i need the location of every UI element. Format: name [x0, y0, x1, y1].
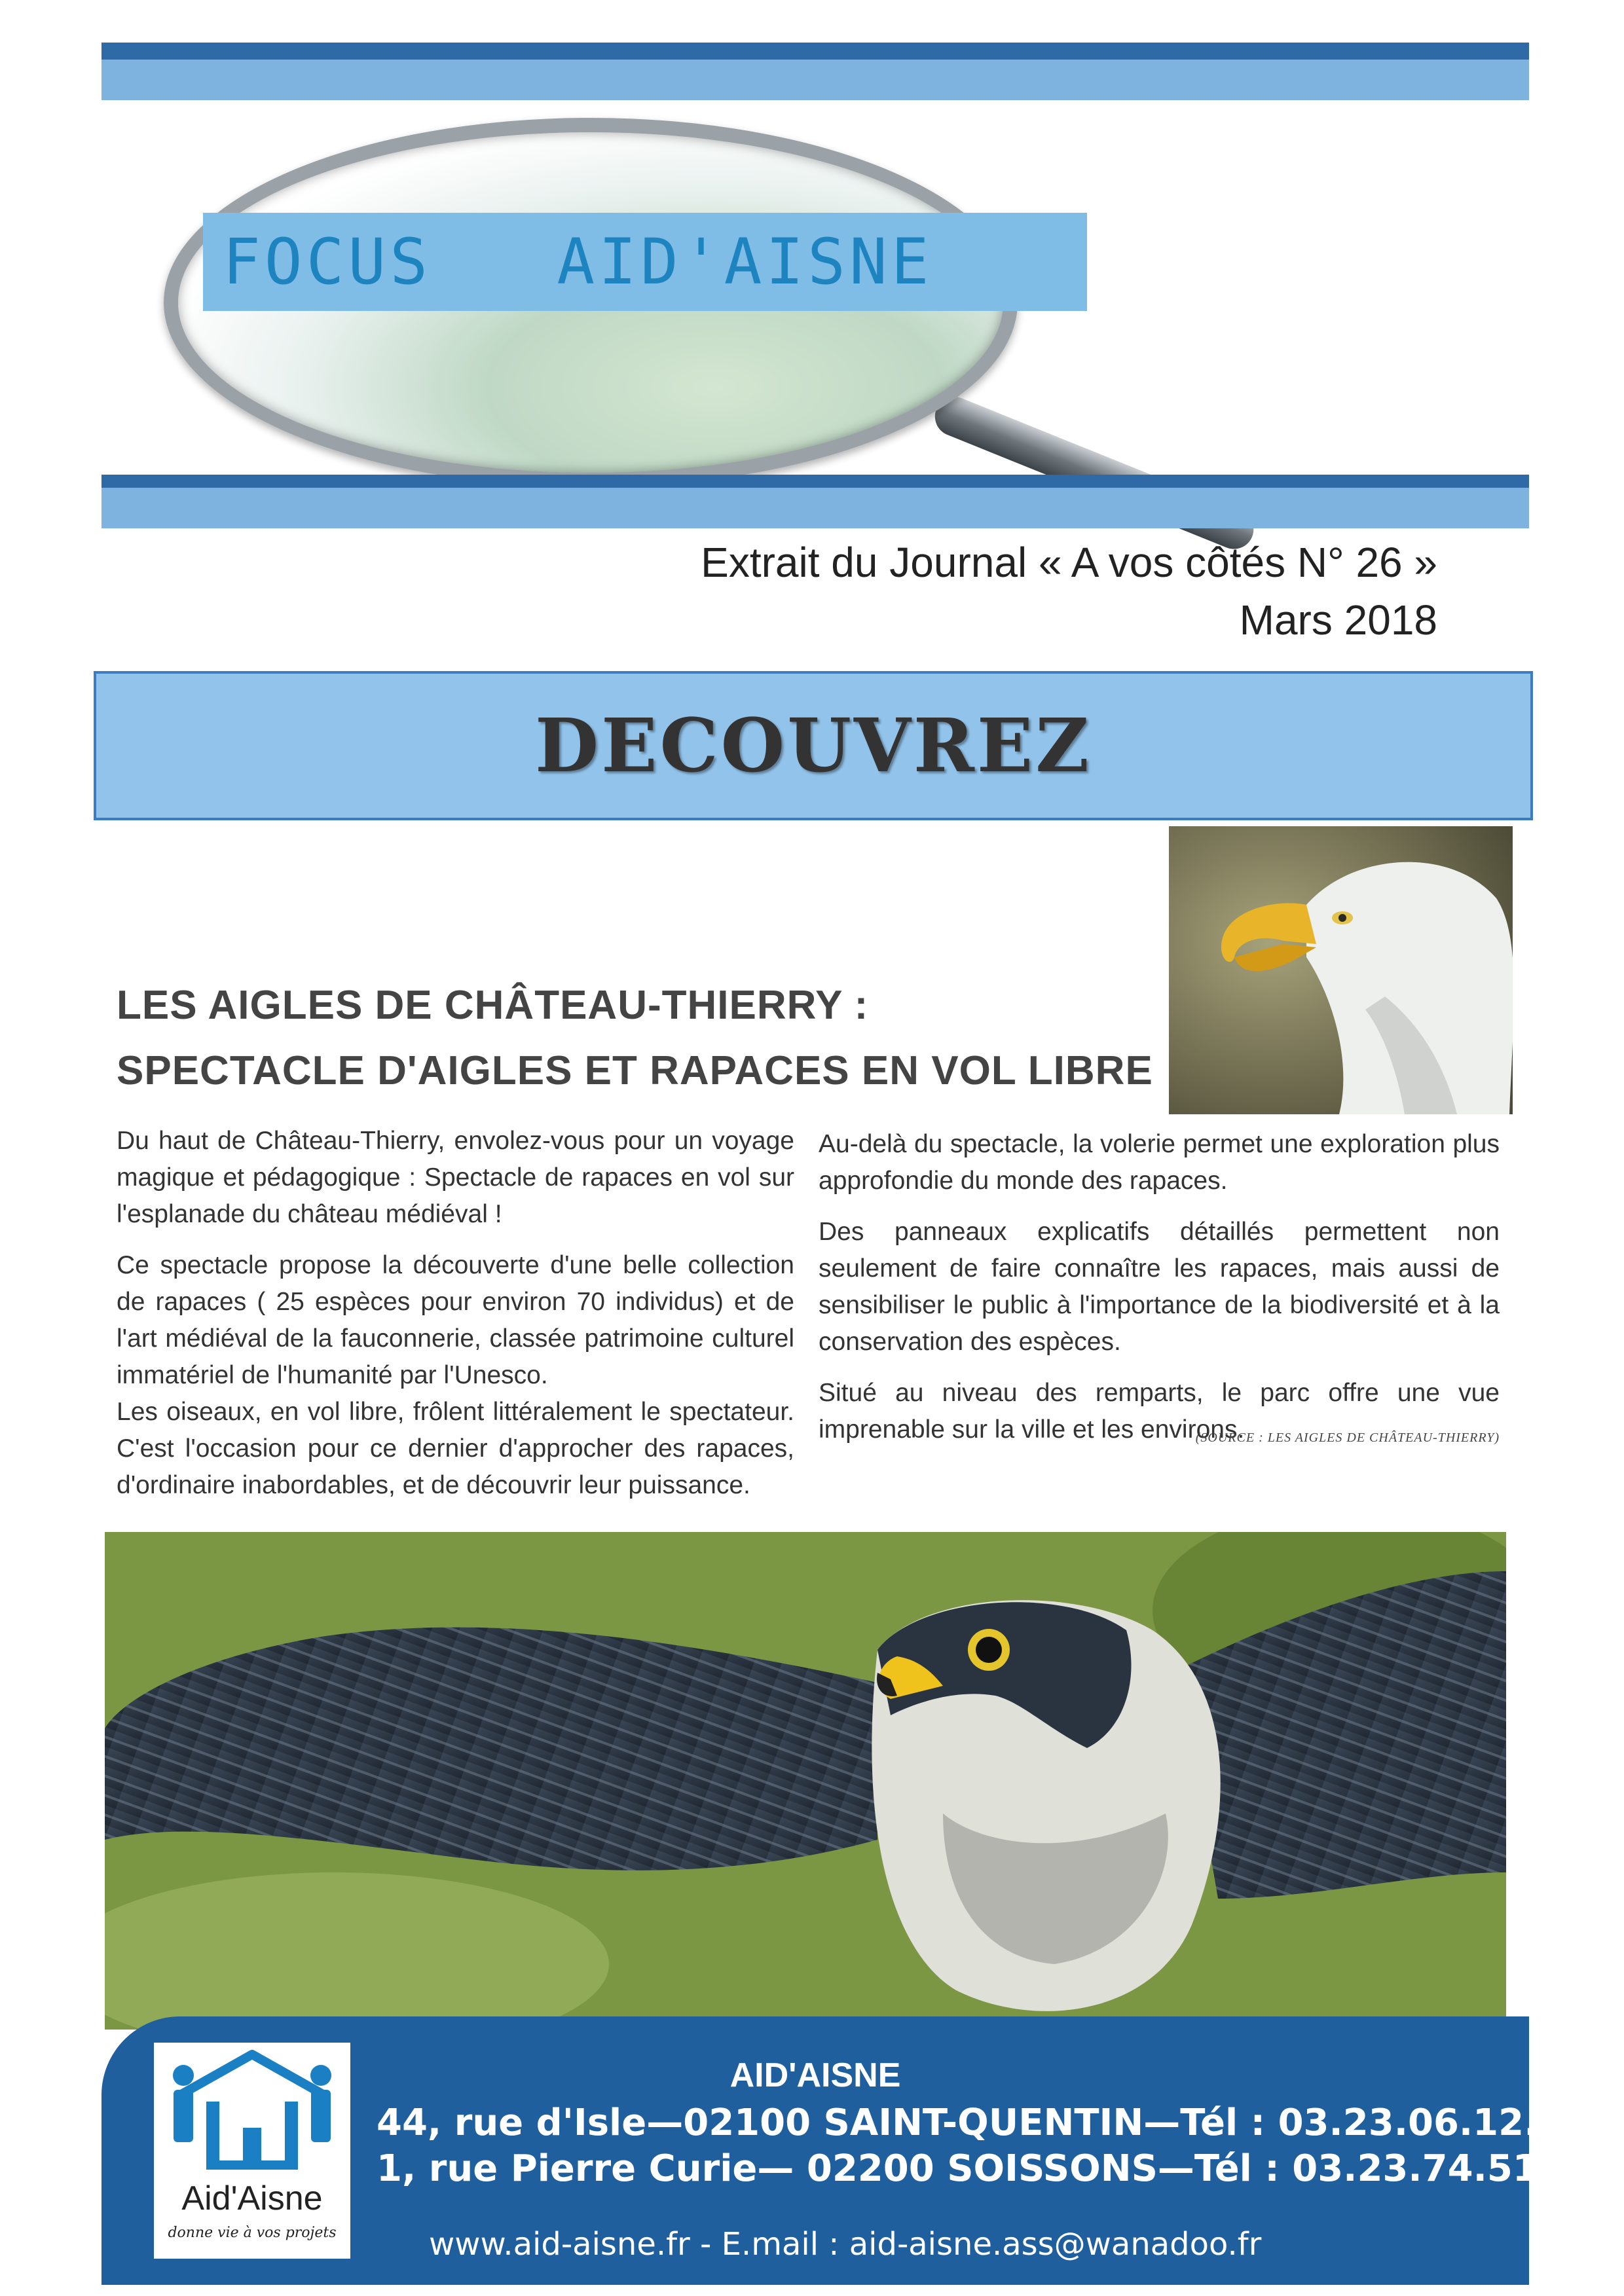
section-banner — [94, 671, 1533, 820]
article-paragraph: Situé au niveau des remparts, le parc offre une vue imprenable sur la ville et les environs. — [819, 1379, 1500, 1444]
article-column-left — [117, 1123, 794, 1518]
section-title: DECOUVREZ — [535, 702, 1092, 789]
journal-extract-line: Extrait du Journal « A vos côtés N° 26 » — [701, 539, 1437, 586]
footer-address-soissons: 1, rue Pierre Curie— 02200 SOISSONS—Tél : 03.23.74.51.50 — [377, 2147, 1603, 2190]
falcon-photo — [105, 1532, 1506, 2030]
article-source: (SOURCE : LES AIGLES DE CHÂTEAU-THIERRY) — [1195, 1430, 1500, 1445]
footer-contact-line[interactable]: www.aid-aisne.fr - E.mail : aid-aisne.ass@wanadoo.fr — [429, 2226, 1262, 2263]
logo-name: Aid'Aisne — [181, 2179, 323, 2217]
footer-org-name: AID'AISNE — [729, 2056, 901, 2094]
journal-reference — [701, 534, 1437, 649]
journal-date: Mars 2018 — [1239, 596, 1437, 644]
footer-address-saint-quentin: 44, rue d'Isle—02100 SAINT-QUENTIN—Tél : 03.23.06.12.64 — [377, 2102, 1589, 2144]
focus-banner — [203, 213, 1087, 311]
article-title-line-1: LES AIGLES DE CHÂTEAU-THIERRY : — [117, 983, 869, 1028]
article-paragraph: Au-delà du spectacle, la volerie permet une exploration plus approfondie du monde des rapaces. — [819, 1130, 1500, 1195]
article-column-right — [819, 1126, 1500, 1463]
article-paragraph: Des panneaux explicatifs détaillés permettent non seulement de faire connaître les rapaces, mais aussi de sensibiliser le public à l'importance de la biodiversité et à la conservation des espèces. — [819, 1218, 1500, 1356]
eagle-illustration — [1169, 826, 1513, 1114]
aid-aisne-logo — [154, 2043, 350, 2259]
header-bottom-stripe — [101, 475, 1529, 528]
article-paragraph: Du haut de Château-Thierry, envolez-vous pour un voyage magique et pédagogique : Spectacle de rapaces en vol sur l'esplanade du château médiéval ! — [117, 1127, 794, 1228]
magnifier-handle — [929, 391, 1260, 555]
article-title-line-2: SPECTACLE D'AIGLES ET RAPACES EN VOL LIBRE — [117, 1048, 1153, 1093]
article-paragraph: Les oiseaux, en vol libre, frôlent littéralement le spectateur. C'est l'occasion pour ce dernier d'approcher des rapaces, d'ordinaire inabordables, et de découvrir leur puissance. — [117, 1398, 794, 1499]
eagle-photo — [1169, 826, 1513, 1114]
focus-banner-title: FOCUS AID'AISNE — [223, 225, 933, 299]
logo-tagline: donne vie à vos projets — [168, 2225, 337, 2241]
article-paragraph: Ce spectacle propose la découverte d'une belle collection de rapaces ( 25 espèces pour environ 70 individus) et de l'art médiéval de la fauconnerie, classée patrimoine culturel immatériel de l'humanité par l'Unesco. — [117, 1251, 794, 1389]
falcon-illustration — [105, 1532, 1506, 2030]
house-people-icon — [154, 2043, 350, 2180]
magnifier-graphic — [118, 92, 1297, 484]
